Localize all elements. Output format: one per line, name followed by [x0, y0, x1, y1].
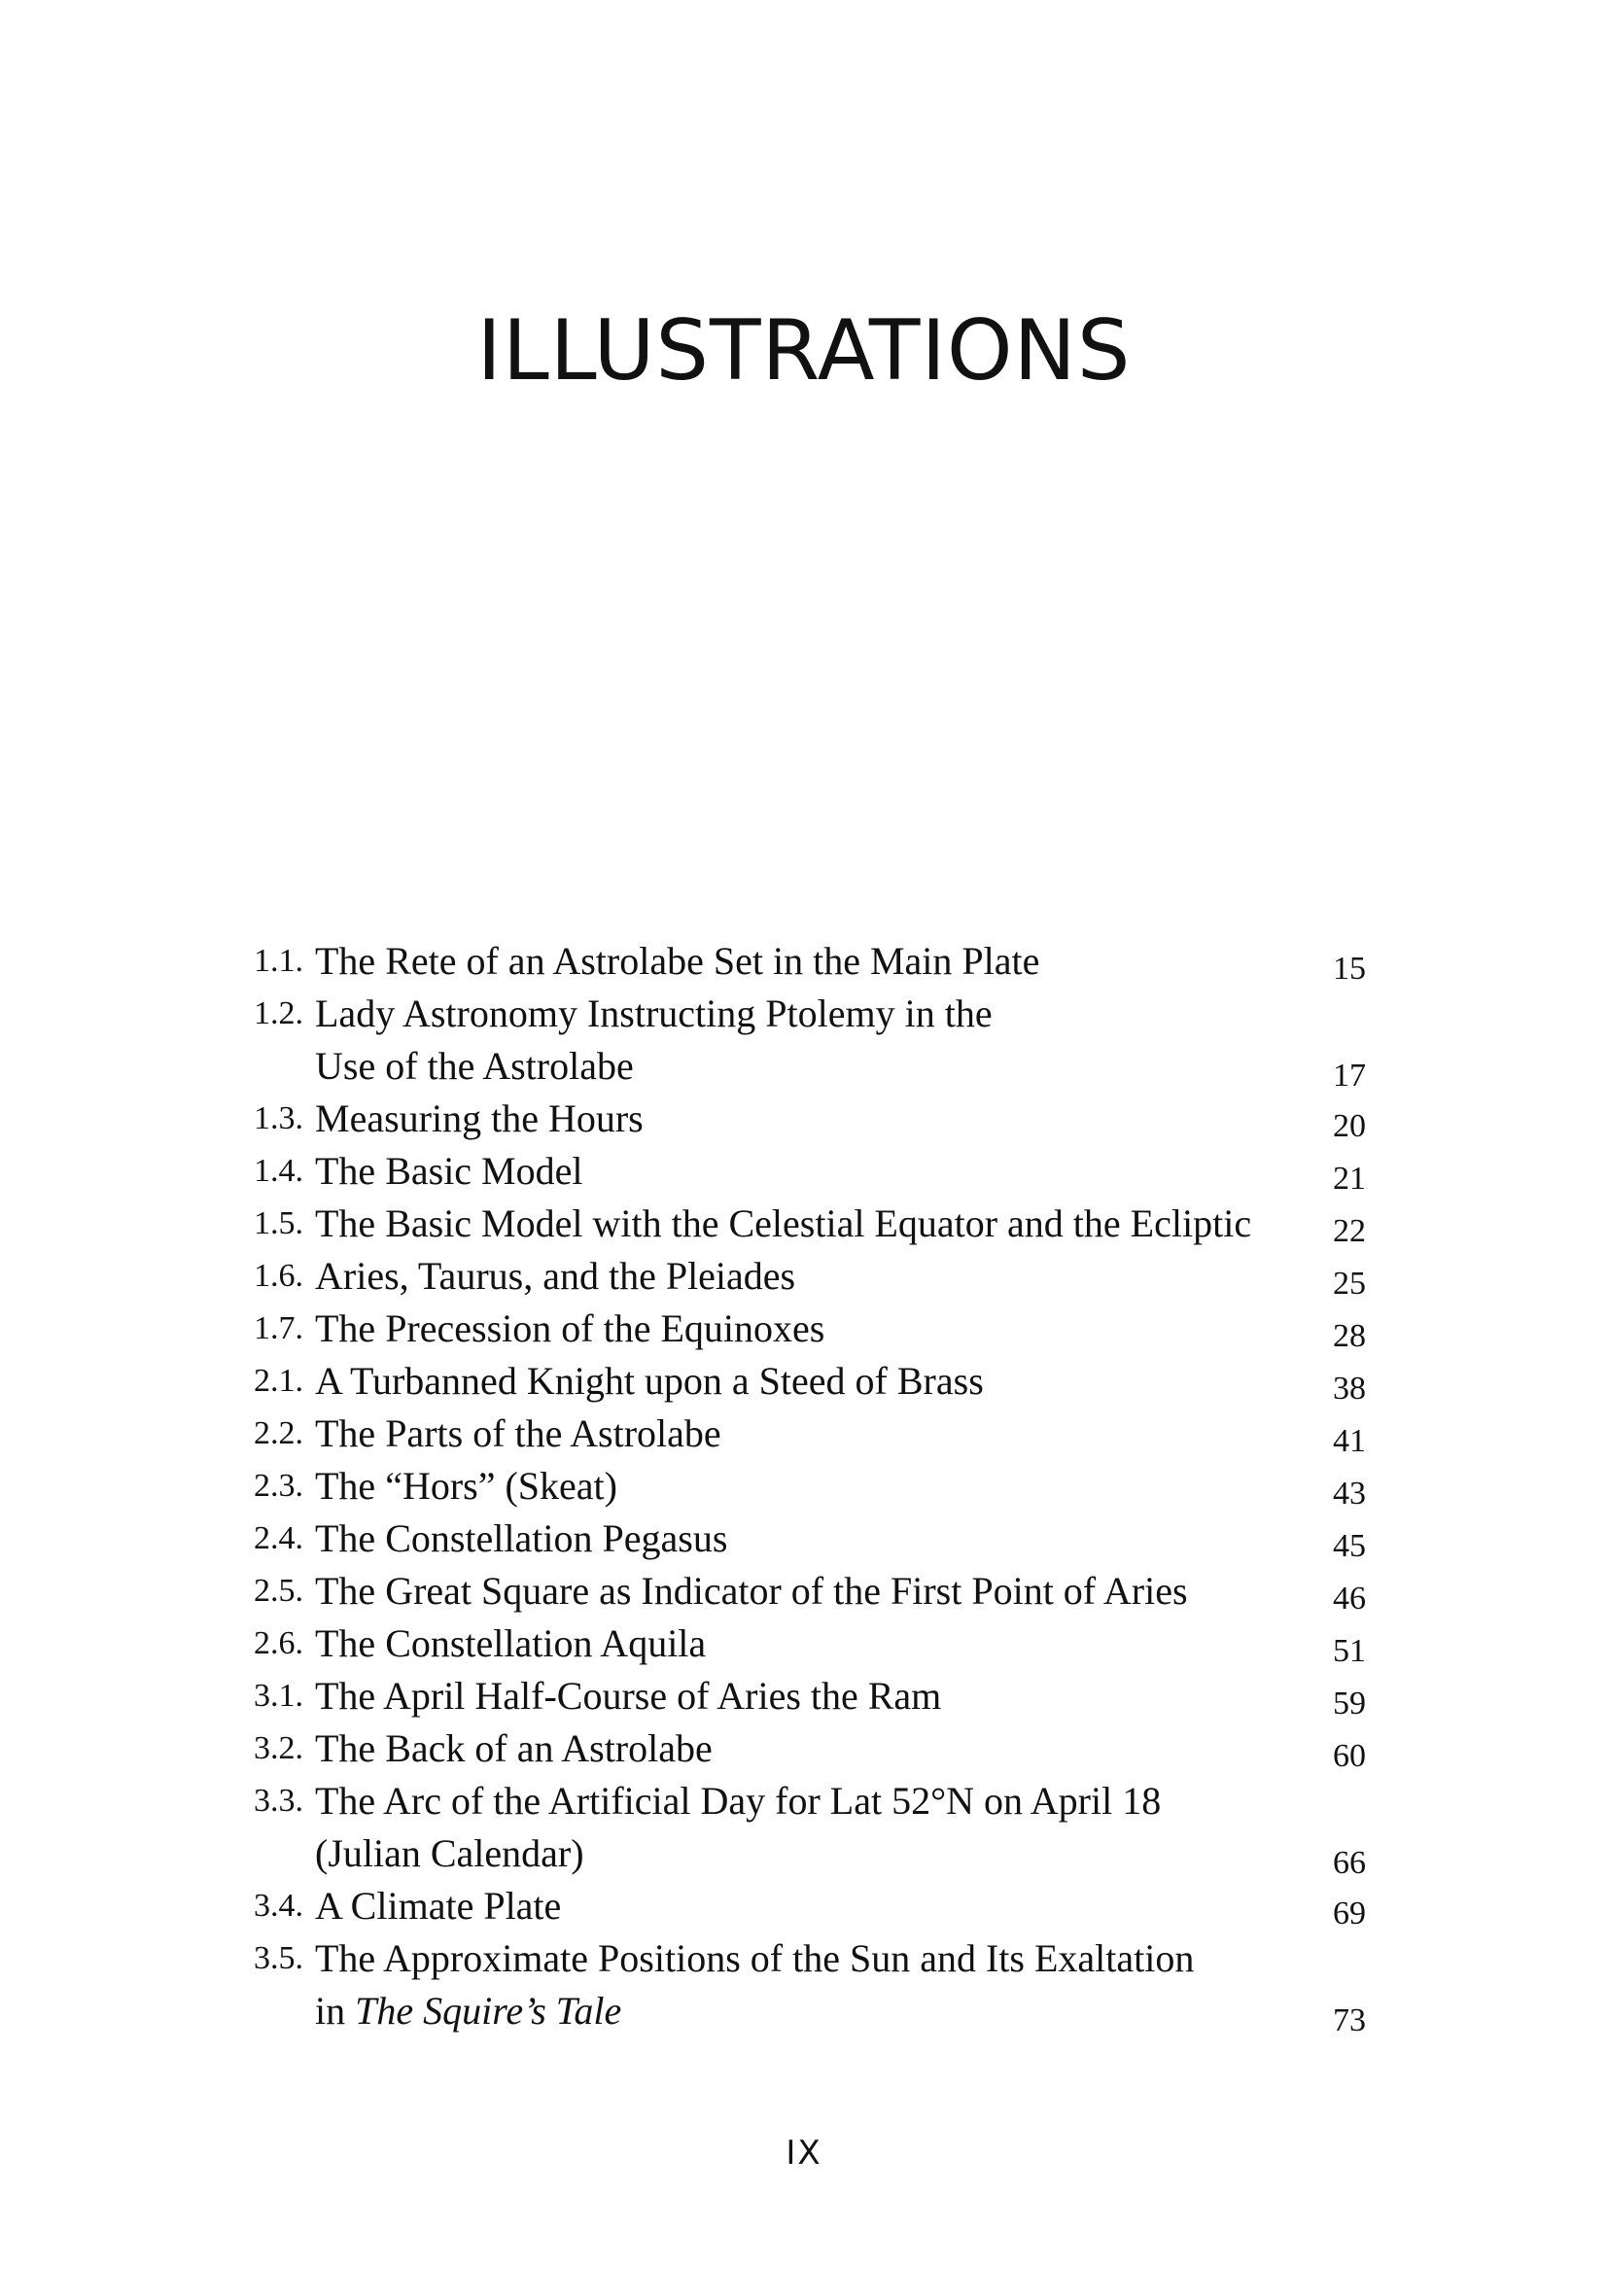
entry-number: 3.4. — [254, 1888, 303, 1924]
entry-number: 2.1. — [254, 1363, 303, 1399]
entry-page: 20 — [1333, 1108, 1366, 1144]
entry-title: A Turbanned Knight upon a Steed of Brass — [315, 1359, 984, 1403]
list-item — [214, 1932, 1366, 2037]
entry-number: 2.2. — [254, 1415, 303, 1451]
entry-page: 25 — [1333, 1266, 1366, 1302]
entry-title: Lady Astronomy Instructing Ptolemy in the Use of the Astrolabe — [315, 991, 993, 1088]
entry-number: 2.4. — [254, 1520, 303, 1556]
list-item — [214, 1565, 1366, 1618]
entry-page: 41 — [1333, 1423, 1366, 1459]
entry-title: The “Hors” (Skeat) — [315, 1464, 617, 1508]
italic-book-title: The Squire’s Tale — [355, 1989, 622, 2033]
entry-page: 38 — [1333, 1371, 1366, 1407]
entry-number: 3.3. — [254, 1783, 303, 1819]
list-item — [214, 1145, 1366, 1198]
entry-page: 69 — [1333, 1896, 1366, 1931]
entry-title: Measuring the Hours — [315, 1096, 644, 1140]
entry-page: 28 — [1333, 1318, 1366, 1354]
entry-title: The April Half-Course of Aries the Ram — [315, 1674, 942, 1718]
entry-title-prefix: in — [315, 1989, 346, 2033]
list-item — [214, 935, 1366, 988]
entry-title: The Precession of the Equinoxes — [315, 1306, 825, 1350]
entry-page: 21 — [1333, 1161, 1366, 1197]
list-item — [214, 1880, 1366, 1932]
list-item — [214, 1722, 1366, 1775]
entry-number: 1.3. — [254, 1100, 303, 1136]
entry-title: The Rete of an Astrolabe Set in the Main Plate — [315, 939, 1040, 983]
entry-title: The Basic Model — [315, 1149, 583, 1193]
entry-number: 1.5. — [254, 1205, 303, 1241]
entry-number: 3.5. — [254, 1940, 303, 1976]
entry-title: The Constellation Aquila — [315, 1621, 707, 1665]
entry-title: The Great Square as Indicator of the First Point of Aries — [315, 1569, 1188, 1613]
entry-title: Aries, Taurus, and the Pleiades — [315, 1254, 796, 1298]
list-item — [214, 1250, 1366, 1303]
page-title: ILLUSTRATIONS — [476, 302, 1132, 400]
entry-page: 46 — [1333, 1581, 1366, 1617]
entry-number: 1.2. — [254, 995, 303, 1031]
entry-page: 17 — [1333, 1058, 1366, 1094]
entry-number: 1.1. — [254, 943, 303, 979]
entry-title: The Basic Model with the Celestial Equator and the Ecliptic — [315, 1201, 1252, 1245]
list-item — [214, 1775, 1366, 1880]
page-number: IX — [786, 2134, 822, 2173]
entry-number: 1.6. — [254, 1258, 303, 1294]
illustrations-list — [214, 935, 1366, 2037]
list-item — [214, 1513, 1366, 1565]
entry-number: 1.7. — [254, 1310, 303, 1346]
entry-number: 3.2. — [254, 1730, 303, 1766]
entry-number: 1.4. — [254, 1153, 303, 1189]
entry-page: 59 — [1333, 1686, 1366, 1722]
entry-number: 3.1. — [254, 1678, 303, 1714]
list-item — [214, 988, 1366, 1093]
list-item — [214, 1093, 1366, 1145]
entry-number: 2.3. — [254, 1468, 303, 1504]
list-item — [214, 1408, 1366, 1460]
list-item — [214, 1460, 1366, 1513]
entry-number: 2.6. — [254, 1625, 303, 1661]
entry-title: The Constellation Pegasus — [315, 1516, 728, 1560]
entry-title: The Parts of the Astrolabe — [315, 1411, 721, 1455]
entry-title: The Arc of the Artificial Day for Lat 52°N on April 18 (Julian Calendar) — [315, 1779, 1162, 1875]
entry-page: 73 — [1333, 2002, 1366, 2038]
entry-page: 22 — [1333, 1213, 1366, 1249]
entry-page: 45 — [1333, 1528, 1366, 1564]
list-item — [214, 1303, 1366, 1355]
entry-page: 60 — [1333, 1738, 1366, 1774]
list-item — [214, 1618, 1366, 1670]
list-item — [214, 1355, 1366, 1408]
list-item — [214, 1670, 1366, 1722]
entry-title: The Back of an Astrolabe — [315, 1726, 713, 1770]
entry-number: 2.5. — [254, 1573, 303, 1609]
entry-page: 51 — [1333, 1633, 1366, 1669]
list-item — [214, 1198, 1366, 1250]
entry-page: 66 — [1333, 1845, 1366, 1881]
entry-title: A Climate Plate — [315, 1884, 562, 1928]
entry-page: 43 — [1333, 1476, 1366, 1512]
entry-page: 15 — [1333, 951, 1366, 987]
entry-title: The Approximate Positions of the Sun and Its Exaltation in The Squire’s Tale — [315, 1936, 1195, 2033]
